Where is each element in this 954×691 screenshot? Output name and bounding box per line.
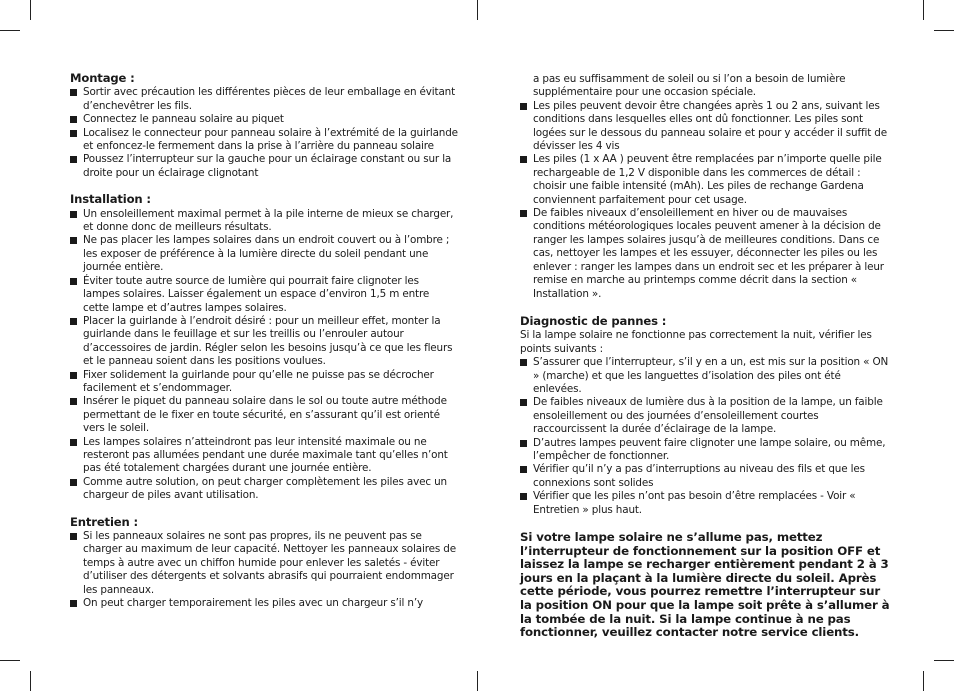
crop-mark-top-left-h — [0, 30, 20, 31]
crop-mark-bottom-left-h — [0, 660, 20, 661]
section-heading: Montage : — [70, 71, 135, 85]
crop-mark-top-center — [477, 0, 478, 20]
section-diagnostic — [520, 315, 892, 517]
list-item: De faibles niveaux d’ensoleillement en hiver ou de mauvaises conditions météorologiques locales peuvent amener à la décision de ranger les lampes solaires jusqu’à de meilleures conditions. Dans ce cas, nettoyer les lampes et les essuyer, déconnecter les piles ou les enlever : ranger les lampes dans un endroit sec et les préparer à leur remise en marche au printemps comme décrit dans la section « Installation ». — [520, 207, 892, 301]
section-heading: Installation : — [70, 192, 151, 207]
diagnostic-intro: Si la lampe solaire ne fonctionne pas correctement la nuit, vérifier les points suivants : — [520, 329, 872, 355]
list-item: Localisez le connecteur pour panneau solaire à l’extrémité de la guirlande et enfoncez-le fermement dans la prise à l’arrière du panneau solaire — [70, 127, 458, 154]
final-note: Si votre lampe solaire ne s’allume pas, mettez l’interrupteur de fonctionnement sur la position OFF et laissez la lampe se recharger entièrement pendant 2 à 3 jours en la plaçant à la lumière directe du soleil. Après cette période, vous pourrez remettre l’interrupteur sur la position ON pour que la lampe soit prête à s’allumer à la tombée de la nuit. Si la lampe continue à ne pas fonctionner, veuillez contacter notre service clients. — [520, 530, 890, 640]
crop-mark-bottom-right-h — [934, 660, 954, 661]
crop-mark-bottom-center — [477, 671, 478, 691]
section-montage — [70, 72, 458, 180]
list-item: Les piles (1 x AA ) peuvent être remplacées par n’importe quelle pile rechargeable de 1,2 V disponible dans les commerces de détail : choisir une faible intensité (mAh). Les piles de rechange Gardena conviennent parfaitement pour cet usage. — [520, 153, 892, 207]
list-item: Insérer le piquet du panneau solaire dans le sol ou toute autre méthode permettant de le fixer en toute sécurité, en s’assurant qu’il est orienté vers le soleil. — [70, 395, 458, 435]
list-item: Placer la guirlande à l’endroit désiré : pour un meilleur effet, monter la guirlande dans le feuillage et sur les treillis ou l’enrouler autour d’accessoires de jardin. Régler selon les besoins jusqu’à ce que les fleurs et le panneau soient dans les positions voulues. — [70, 315, 458, 369]
list-item: Connectez le panneau solaire au piquet — [70, 113, 458, 126]
list-item: Vérifier que les piles n’ont pas besoin d’être remplacées - Voir « Entretien » plus haut. — [520, 490, 892, 517]
section-heading: Diagnostic de pannes : — [520, 313, 667, 328]
left-column — [70, 72, 458, 623]
section-entretien — [70, 516, 458, 611]
list-item: Les piles peuvent devoir être changées après 1 ou 2 ans, suivant les conditions dans lesquelles elles ont dû fonctionner. Les piles sont logées sur le dessous du panneau solaire et pour y accéder il suffit de dévisser les 4 vis — [520, 100, 892, 154]
bullet-list — [70, 208, 458, 503]
crop-mark-top-right-v — [923, 0, 924, 20]
bullet-list — [70, 86, 458, 180]
list-item: S’assurer que l’interrupteur, s’il y en a un, est mis sur la position « ON » (marche) et que les languettes d’isolation des piles ont été enlevées. — [520, 356, 892, 396]
list-item: De faibles niveaux de lumière dus à la position de la lampe, un faible ensoleillement ou des journées d’ensoleillement courtes raccourcissent la durée d’éclairage de la lampe. — [520, 396, 892, 436]
list-item: Si les panneaux solaires ne sont pas propres, ils ne peuvent pas se charger au maximum de leur capacité. Nettoyer les panneaux solaires de temps à autre avec un chiffon humide pour enlever les saletés - éviter d’utiliser des détergents et solvants abrasifs qui pourraient endommager les panneaux. — [70, 530, 458, 597]
crop-mark-top-left-v — [30, 0, 31, 20]
list-item: Les lampes solaires n’atteindront pas leur intensité maximale ou ne resteront pas allumées pendant une durée maximale tant qu’elles n’ont pas été totalement chargées durant une journée entière. — [70, 436, 458, 476]
list-item: Un ensoleillement maximal permet à la pile interne de mieux se charger, et donne donc de meilleurs résultats. — [70, 208, 458, 235]
section-heading: Entretien : — [70, 514, 138, 529]
list-item: Sortir avec précaution les différentes pièces de leur emballage en évitant d’enchevêtrer les fils. — [70, 86, 458, 113]
list-item: Comme autre solution, on peut charger complètement les piles avec un chargeur de piles avant utilisation. — [70, 476, 458, 503]
right-column — [520, 73, 892, 640]
list-item: Ne pas placer les lampes solaires dans un endroit couvert ou à l’ombre ; les exposer de préférence à la lumière directe du soleil pendant une journée entière. — [70, 234, 458, 274]
section-installation — [70, 193, 458, 502]
list-item: D’autres lampes peuvent faire clignoter une lampe solaire, ou même, l’empêcher de fonctionner. — [520, 437, 892, 464]
crop-mark-bottom-left-v — [30, 671, 31, 691]
list-item: Éviter toute autre source de lumière qui pourrait faire clignoter les lampes solaires. Laisser également un espace d’environ 1,5 m entre cette lampe et d’autres lampes solaires. — [70, 275, 458, 315]
list-item: On peut charger temporairement les piles avec un chargeur s’il n’y — [70, 597, 458, 610]
list-item: Fixer solidement la guirlande pour qu’elle ne puisse pas se décrocher facilement et s’endommager. — [70, 369, 458, 396]
bullet-list-continued — [520, 73, 892, 301]
bullet-list — [520, 356, 892, 517]
bullet-list — [70, 530, 458, 610]
list-item-continuation: a pas eu suffisamment de soleil ou si l’on a besoin de lumière supplémentaire pour une occasion spéciale. — [533, 73, 846, 99]
list-item: Vérifier qu’il n’y a pas d’interruptions au niveau des fils et que les connexions sont solides — [520, 463, 892, 490]
crop-mark-bottom-right-v — [923, 671, 924, 691]
crop-mark-top-right-h — [934, 30, 954, 31]
list-item: Poussez l’interrupteur sur la gauche pour un éclairage constant ou sur la droite pour un éclairage clignotant — [70, 153, 458, 180]
